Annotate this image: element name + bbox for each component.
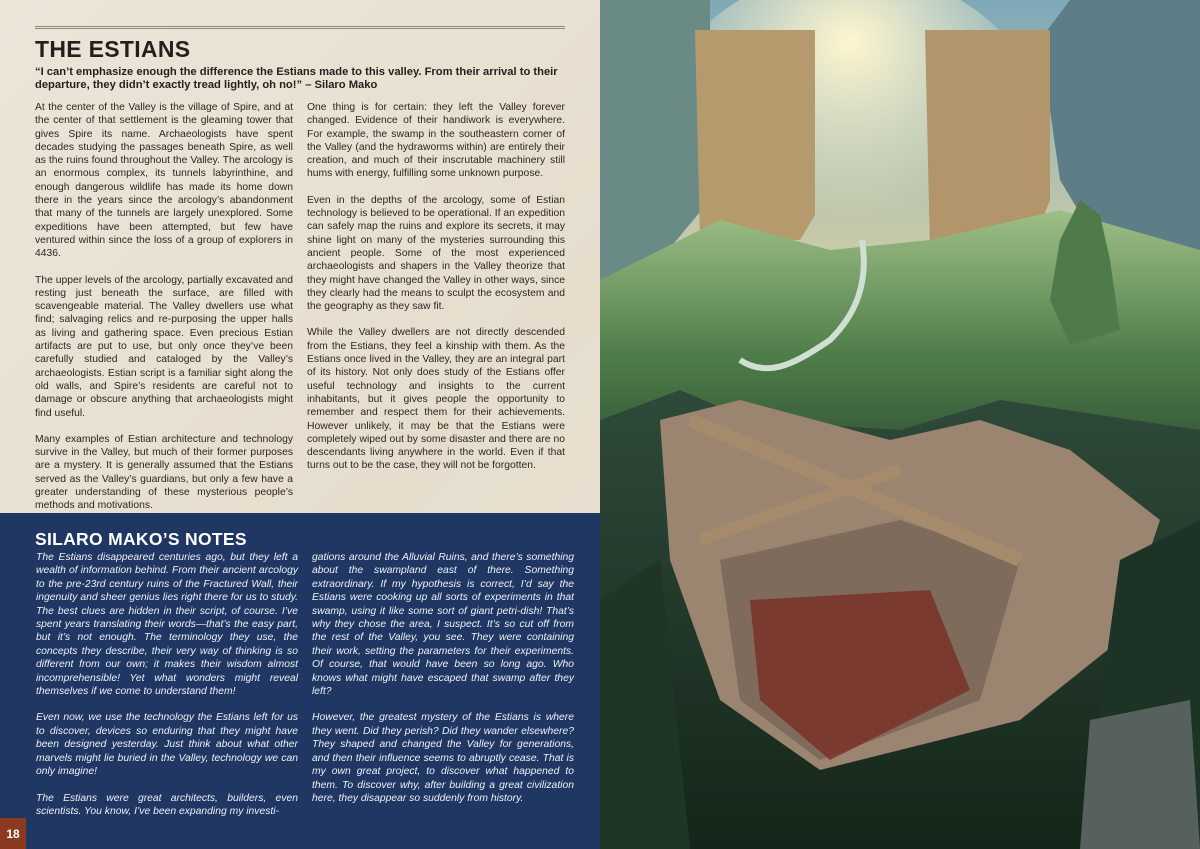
body-column-right — [307, 101, 565, 486]
notes-title: SILARO MAKO’S NOTES — [35, 529, 247, 549]
valley-illustration — [600, 0, 1200, 849]
section-quote: “I can’t emphasize enough the difference the Estians made to this valley. From their arrival to their departure, they didn’t exactly tread lightly, oh no!” – Silaro Mako — [35, 66, 558, 91]
paragraph: Many examples of Estian architecture and technology survive in the Valley, but much of their former purposes are a mystery. It is generally assumed that the Estians served as the Valley’s guardians, but only a few have a greater understanding of these mysterious people’s methods and motivations. — [35, 433, 293, 512]
page-number: 18 — [0, 818, 26, 849]
paragraph: At the center of the Valley is the village of Spire, and at the center of that settlement is the gleaming tower that gives Spire its name. Archaeologists have spent decades studying the passages beneath Spire, as well as the ruins found throughout the Valley. The arcology is an enormous complex, its tunnels labyrinthine, and enough dangerous wildlife has made its home down there in the years since the arcology’s abandonment that many of the tunnels are largely unexplored. Some expeditions have been attempted, but few have ventured within since the loss of a group of explorers in 4436. — [35, 102, 293, 260]
notes-sidebar — [0, 513, 600, 849]
section-title: THE ESTIANS — [35, 36, 191, 62]
notes-column-left — [36, 551, 298, 831]
paragraph: Even in the depths of the arcology, some of Estian technology is believed to be operational. If an expedition can safely map the ruins and explore its secrets, it may shine light on many of the mysteries surrounding this ancient people. Some of the most experienced archaeologists and shapers in the Valley theorize that they might have changed the Valley in other ways, since they clearly had the means to sculpt the ecosystem and the geography as they saw fit. — [307, 194, 565, 313]
foreground-rock — [1080, 700, 1200, 849]
notes-paragraph: Even now, we use the technology the Estians left for us to discover, devices so enduring that they might have been designed yesterday. Just think about what other marvels might lie buried in the Valley, technology we can only imagine! — [36, 712, 298, 778]
paragraph: The upper levels of the arcology, partially excavated and resting just beneath the surface, are filled with scavengeable material. The Valley dwellers use what find; salvaging relics and re-purposing the upper halls as living and gathering space. Even precious Estian artifacts are put to use, but only once they’ve been carefully studied and cataloged by the Valley’s archaeologists. Estian script is a familiar sight along the old walls, and Spire’s residents are careful not to damage or obscure anything that archaeologists might find useful. — [35, 274, 293, 419]
notes-paragraph: The Estians were great architects, builders, even scientists. You know, I’ve been expanding my investi- — [36, 792, 298, 817]
body-column-left — [35, 101, 293, 526]
notes-paragraph: gations around the Alluvial Ruins, and there’s something about the swampland east of there. Something extraordinary. If my hypothesis is correct, I’d say the Estians were cooking up all sorts of experiments in that swamp, using it like some sort of giant petri-dish! That’s why they chose the area, I suspect. It’s so cut off from the rest of the Valley, you see. They were containing their work, setting the parameters for their experiments. Of course, that would have been so long ago. Who knows what might have escaped that swamp after they left? — [312, 552, 574, 698]
paragraph: One thing is for certain: they left the Valley forever changed. Evidence of their handiwork is everywhere. For example, the swamp in the southeastern corner of the Valley (and the hydraworms within) are entirely their creation, and much of their inscrutable machinery still hums with energy, fulfilling some unknown purpose. — [307, 102, 565, 180]
notes-paragraph: The Estians disappeared centuries ago, but they left a wealth of information behind. From their ancient arcology to the pre-23rd century ruins of the Fractured Wall, their ingenuity and sheer genius lies right there for us to study. The best clues are hidden in their script, of course. I’ve spent years translating their words—that’s the easy part, but it’s not enough. The terminology they use, the concepts they describe, their very way of thinking is so different from our own; it makes their wisdom almost incomprehensible! Yet what wonders might reveal themselves if we come to understand them! — [36, 552, 298, 698]
notes-paragraph: However, the greatest mystery of the Estians is where they went. Did they perish? Did they wander elsewhere? They shaped and changed the Valley for generations, and then their influence seems to abruptly cease. That is my own great project, to discover what happened to them. To discover why, after building a great civilization here, they disappear so suddenly from history. — [312, 712, 574, 804]
paragraph: While the Valley dwellers are not directly descended from the Estians, they feel a kinship with them. As the Estians once lived in the Valley, they are an integral part of its history. Not only does study of the Estians offer useful technology and insights to the current inhabitants, but it gives people the opportunity to remember and respect them for their achievements. However unlikely, it may be that the Estians were completely wiped out by some disaster and there are no descendants living anywhere in the world. Even if that turns out to be the case, they will not be forgotten. — [307, 327, 565, 472]
header-rule — [35, 26, 565, 29]
notes-column-right — [312, 551, 574, 818]
tower-left — [695, 30, 815, 240]
